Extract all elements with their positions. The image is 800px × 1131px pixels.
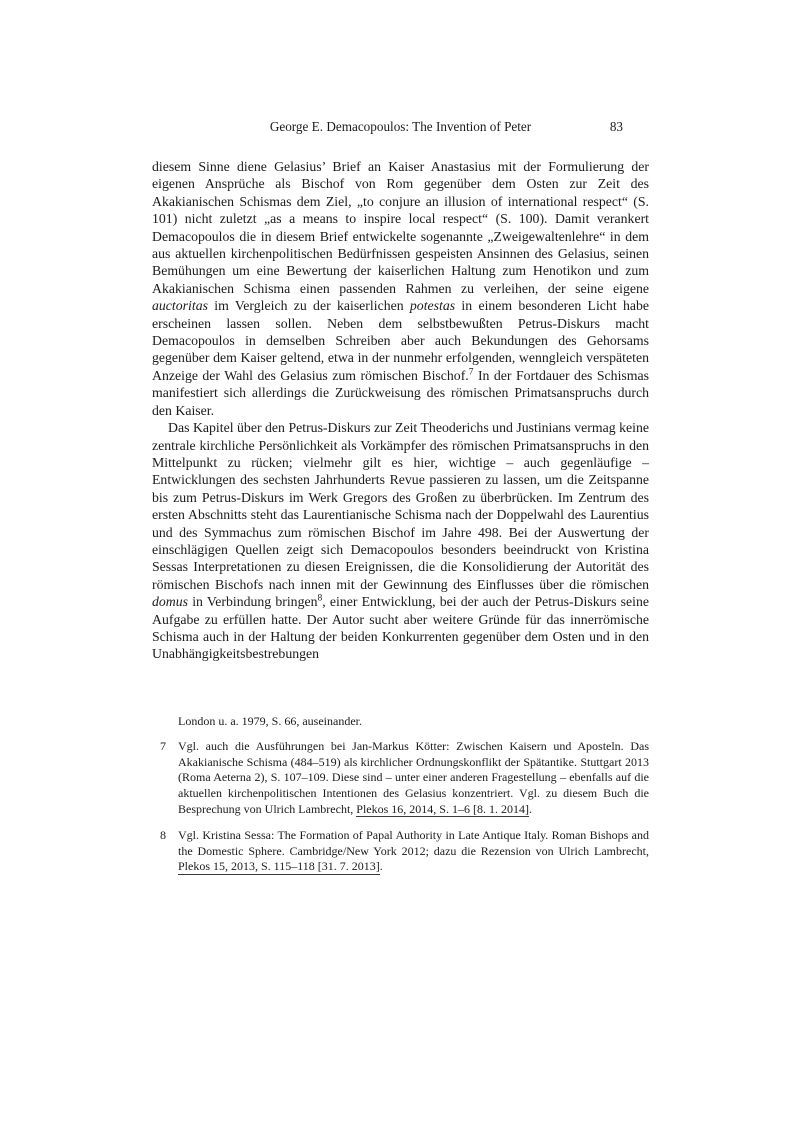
italic-term: auctoritas <box>152 298 208 314</box>
running-header-title: George E. Demacopoulos: The Invention of Peter <box>269 119 532 134</box>
italic-term: domus <box>152 594 189 610</box>
text-segment: Vgl. Kristina Sessa: The Formation of Papal Authority in Late Antique Italy. Roman Bishops and the Domestic Sphere. Cambridge/New York 2012; dazu die Rezension von Ulrich Lambrecht, <box>178 827 649 858</box>
text-segment: diesem Sinne diene Gelasius’ Brief an Kaiser Anastasius mit der Formulierung der eigenen Ansprüche als Bischof von Rom gegenüber dem Osten zur Zeit des Akakianischen Schismas dem Ziel, „to conjure an illusion of international respect“ (S. 101) nicht zuletzt „as a means to inspire local respect“ (S. 100). Damit verankert Demacopoulos die in diesem Brief entwickelte sogenannte „Zweigewaltenlehre“ in dem aus aktuellen kirchenpolitischen Bedürfnissen gespeisten Ansinnen des Gelasius, seinen Bemühungen um eine Bewertung der kaiserlichen Haltung zum Henotikon und zum Akakianischen Schisma einen passenden Rahmen zu verleihen, der seine eigene <box>152 159 649 296</box>
footnote-8 <box>152 828 649 875</box>
body-text <box>152 158 649 663</box>
footnote-continuation: London u. a. 1979, S. 66, auseinander. <box>178 714 362 728</box>
footnote-marker: 7 <box>468 367 474 378</box>
text-segment: , einer Entwicklung, bei der auch der Petrus-Diskurs seine Aufgabe zu erfüllen hatte. Der Autor sucht aber weitere Gründe für das innerrömische Schisma auch in der Haltung der beiden Konkurrenten gegenüber dem Osten und in den Unabhängigkeitsbestrebungen <box>152 594 649 662</box>
footnotes-block <box>152 714 649 885</box>
text-segment: In der Fortdauer des Schismas manifestiert sich allerdings die Zurückweisung des römischen Primatsanspruchs durch den Kaiser. <box>152 367 650 418</box>
plekos-link[interactable]: Plekos 16, 2014, S. 1–6 [8. 1. 2014] <box>356 801 529 816</box>
footnote-number: 7 <box>160 738 166 753</box>
italic-term: potestas <box>409 298 456 314</box>
footnote-text <box>178 828 649 875</box>
text-segment: Das Kapitel über den Petrus-Diskurs zur Zeit Theoderichs und Justinians vermag keine zentrale kirchliche Persönlichkeit als Vorkämpfer des römischen Primatsanspruchs in den Mittelpunkt zu rücken; vielmehr gilt es hier, wichtige – auch gegenläufige – Entwicklungen des sechsten Jahrhunderts Revue passieren zu lassen, um die Zeitspanne bis zum Petrus-Diskurs im Werk Gregors des Großen zu überbrücken. Im Zentrum des ersten Abschnitts steht das Laurentianische Schisma nach der Doppelwahl des Laurentius und des Symmachus zum römischen Bischof im Jahre 498. Bei der Auswertung der einschlägigen Quellen zeigt sich Demacopoulos besonders beeindruckt von Kristina Sessas Interpretationen zu diesen Ereignissen, die die Konsolidierung der Autorität des römischen Bischofs nach innen mit der Gewinnung des Einflusses über die römischen <box>152 420 649 592</box>
plekos-link[interactable]: Plekos 15, 2013, S. 115–118 [31. 7. 2013] <box>178 859 380 874</box>
text-segment: im Vergleich zu der kaiserlichen <box>207 298 410 314</box>
text-segment: . <box>528 801 532 816</box>
footnote-7 <box>152 739 649 818</box>
text-segment: Vgl. auch die Ausführungen bei Jan-Markus Kötter: Zwischen Kaisern und Aposteln. Das Akakianische Schisma (484–519) als kirchlicher Ordnungskonflikt der Spätantike. Stuttgart 2013 (Roma Aeterna 2), S. 107–109. Diese sind – unter einer anderen Fragestellung – ebenfalls auf die aktuellen kirchenpolitischen Intentionen des Gelasius konzentriert. Vgl. zu diesem Buch die Besprechung von Ulrich Lambrecht, <box>178 738 649 816</box>
paragraph-1 <box>152 158 649 419</box>
text-segment: in Verbindung bringen <box>188 594 318 610</box>
running-header <box>152 119 649 135</box>
text-segment: in einem besonderen Licht habe erscheinen lassen sollen. Neben dem selbstbewußten Petrus-Diskurs macht Demacopoulos in demselben Schreiben aber auch Bekundungen des Gehorsams gegenüber dem Kaiser geltend, etwa in der nunmehr erfolgenden, wenngleich verspäteten Anzeige der Wahl des Gelasius zum römischen Bischof. <box>152 298 649 383</box>
footnote-text <box>178 739 649 818</box>
footnote-number: 8 <box>160 827 166 842</box>
paragraph-2 <box>152 419 649 663</box>
text-segment: . <box>379 859 383 874</box>
footnote-marker: 8 <box>317 593 323 604</box>
page-number: 83 <box>609 119 623 134</box>
